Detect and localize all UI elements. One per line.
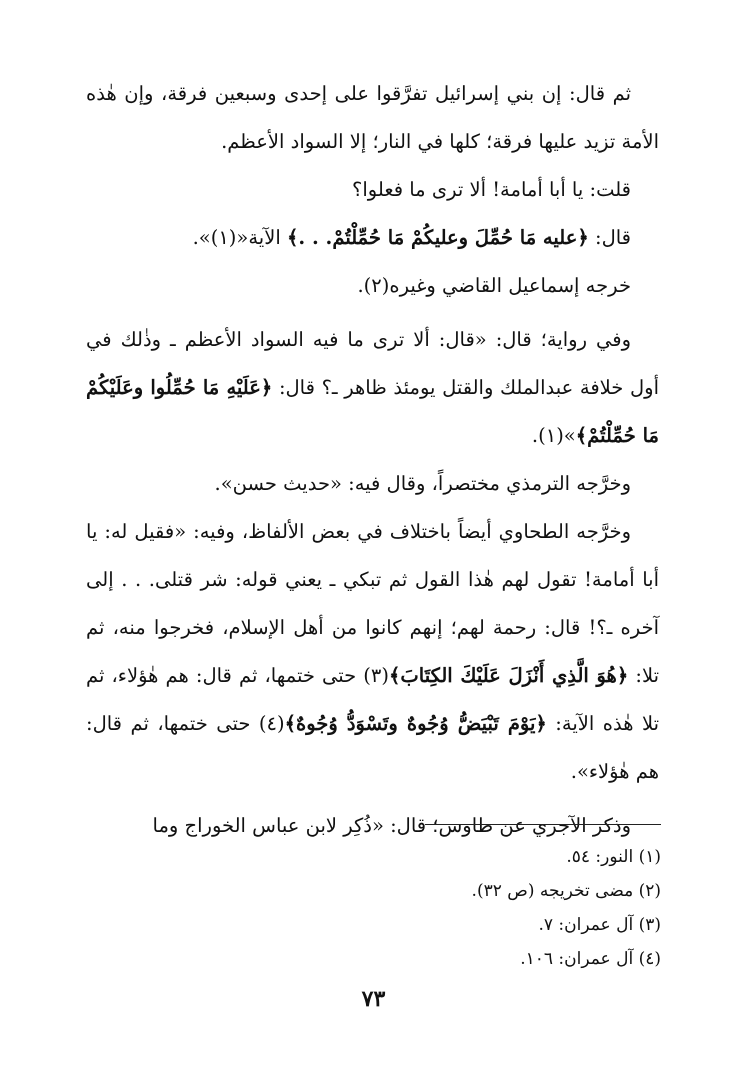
paragraph-question: قلت: يا أبا أمامة! ألا ترى ما فعلوا؟ [352,178,631,201]
paragraph-firaq: ثم قال: إن بني إسرائيل تفرَّقوا على إحدى وسبعين فرقة، وإن هٰذه الأمة تزيد عليها فرقة؛ كلها في النار؛ إلا السواد الأعظم. [86,82,659,153]
quran-verse-4: ﴿يَوْمَ تَبْيَضُّ وُجُوهٌ وتَسْوَدُّ وُجُوهٌ﴾ [284,712,547,735]
paragraph-tawus: وذكر الآجري عن طاوس؛ قال: «ذُكِر لابن عباس الخوراج وما [152,814,631,837]
paragraph-quote-1 [86,214,659,262]
quote-1-prefix: قال: [588,226,631,249]
quran-verse-2: ﴿عَلَيْهِ مَا حُمِّلُوا وعَلَيْكُمْ مَا حُمِّلْتُمْ﴾ [86,376,659,447]
footnote-4: (٤) آل عمران: ١٠٦. [520,949,661,969]
quran-verse-1: ﴿عليه مَا حُمِّلَ وعليكُمْ مَا حُمِّلْتُمْ. . .﴾ [286,226,589,249]
tahawi-end: (٤) حتى ختمها، ثم قال: هم هٰؤلاء». [86,712,659,783]
footnote-3: (٣) آل عمران: ٧. [538,915,661,935]
paragraph-tahawi [86,508,659,796]
footnotes [86,840,661,976]
footnote-2: (٢) مضى تخريجه (ص ٣٢). [471,881,661,901]
paragraph-takhrij: خرجه إسماعيل القاضي وغيره(٢). [357,274,631,297]
riwaya-suffix: »(١). [531,424,576,447]
quote-1-suffix: الآية«(١)». [192,226,287,249]
footnote-separator [425,824,661,825]
quran-verse-3: ﴿هُوَ الَّذِي أَنْزَلَ عَلَيْكَ الكِتَابَ﴾ [388,664,629,687]
tahawi-mid: (٣) حتى ختمها، ثم قال: هم هٰؤلاء، ثم تلا هٰذه الآية: [86,664,660,735]
paragraph-riwaya [86,316,659,460]
footnote-1: (١) النور: ٥٤. [566,847,661,867]
paragraph-tirmidhi: وخرَّجه الترمذي مختصراً، وقال فيه: «حديث حسن». [214,472,631,495]
tahawi-text: وخرَّجه الطحاوي أيضاً باختلاف في بعض الألفاظ، وفيه: «فقيل له: يا أبا أمامة! تقول لهم هٰذا القول ثم تبكي ـ يعني قوله: شر قتلى. . . إلى آخره ـ؟! قال: رحمة لهم؛ إنهم كانوا من أهل الإسلام، فخرجوا منه، ثم تلا: [86,520,660,687]
page-number: ٧٣ [361,986,386,1012]
riwaya-text: وفي رواية؛ قال: «قال: ألا ترى ما فيه السواد الأعظم ـ وذٰلك في أول خلافة عبدالملك والقتل يومئذ ظاهر ـ؟ قال: [86,328,659,399]
